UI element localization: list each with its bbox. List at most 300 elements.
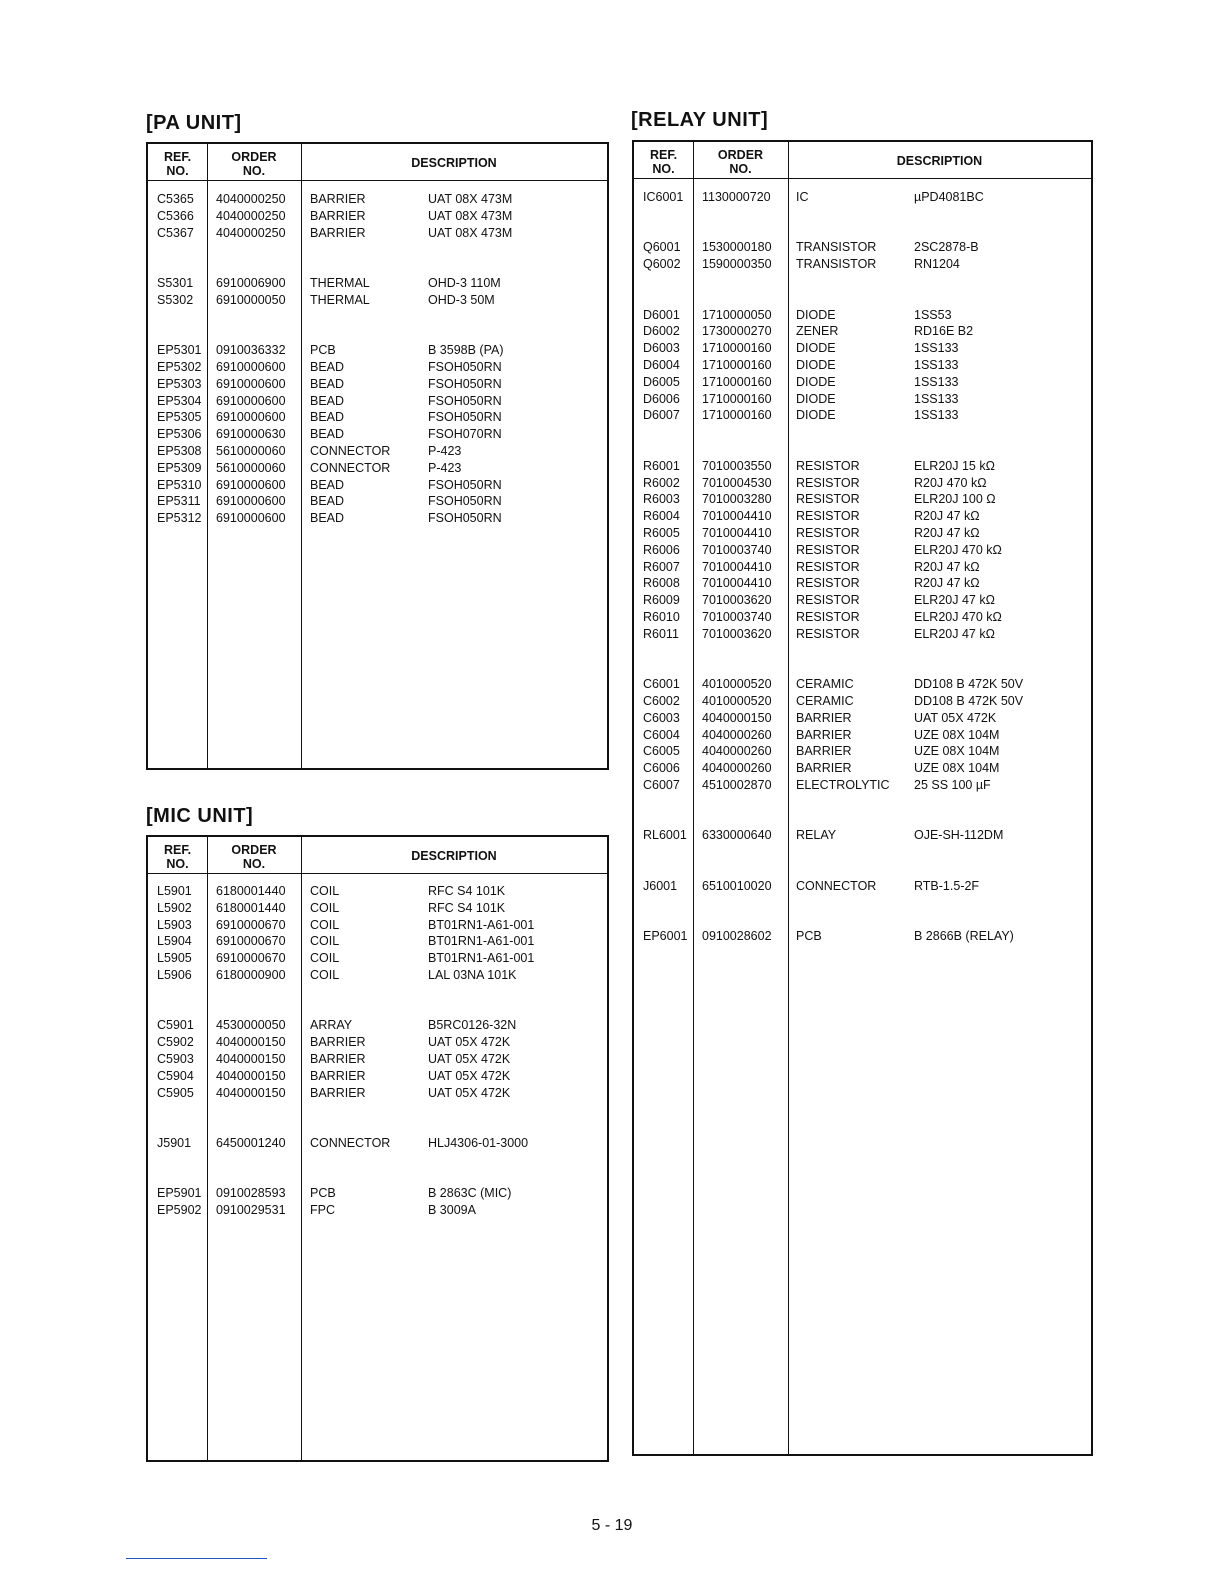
part-spec: ELR20J 15 kΩ [914, 458, 995, 473]
part-spec: BT01RN1-A61-001 [428, 917, 535, 932]
part-type: BARRIER [310, 192, 366, 206]
order-no: 4040000150 [216, 1035, 286, 1050]
table-row [148, 1051, 607, 1068]
ref-no: C5903 [157, 1051, 194, 1066]
part-spec: 1SS133 [914, 341, 959, 356]
order-no: 1530000180 [702, 240, 772, 255]
table-row [634, 777, 1091, 794]
order-no: 5610000060 [216, 443, 286, 458]
order-no: 4530000050 [216, 1018, 286, 1033]
part-spec: R20J 470 kΩ [914, 475, 987, 490]
part-type: COIL [310, 900, 340, 915]
table-row [634, 458, 1091, 475]
table-row [148, 393, 607, 410]
ref-no: D6001 [643, 307, 680, 322]
row-spacer [148, 1101, 607, 1118]
row-spacer [634, 206, 1091, 223]
order-no: 6910000050 [216, 292, 286, 307]
order-no: 6510010020 [702, 878, 772, 893]
part-spec: RN1204 [914, 257, 960, 272]
part-spec: B 2866B (RELAY) [914, 929, 1014, 944]
table-row [148, 409, 607, 426]
ref-no: C6002 [643, 693, 680, 708]
ref-no: R6009 [643, 593, 680, 608]
part-type: COIL [310, 967, 340, 982]
ref-no: EP5312 [157, 511, 202, 526]
part-type: BARRIER [310, 208, 366, 223]
table-row [148, 1202, 607, 1219]
table-row [148, 1135, 607, 1152]
part-spec: BT01RN1-A61-001 [428, 934, 535, 949]
part-type: RESISTOR [796, 509, 860, 524]
order-no: 4010000520 [702, 693, 772, 708]
order-no: 7010003620 [702, 626, 772, 641]
part-spec: P-423 [428, 443, 462, 458]
header-order-no: ORDER NO. [231, 150, 277, 178]
row-spacer [148, 984, 607, 1001]
row-spacer [634, 273, 1091, 290]
part-spec: UAT 05X 472K [428, 1068, 511, 1083]
ref-no: C5904 [157, 1068, 194, 1083]
part-type: BEAD [310, 359, 345, 374]
part-spec: P-423 [428, 460, 462, 475]
part-spec: FSOH050RN [428, 410, 502, 425]
part-type: RESISTOR [796, 593, 860, 608]
order-no: 0910036332 [216, 343, 286, 358]
ref-no: D6006 [643, 391, 680, 406]
part-type: DIODE [796, 341, 836, 356]
table-row [634, 878, 1091, 895]
row-spacer [148, 1001, 607, 1018]
order-no: 4040000250 [216, 208, 286, 223]
part-spec: UAT 05X 472K [428, 1035, 511, 1050]
order-no: 1710000160 [702, 391, 772, 406]
header-order-no: ORDER NO. [717, 148, 764, 176]
table-row [148, 1085, 607, 1102]
order-no: 1130000720 [702, 190, 771, 204]
table-row [634, 307, 1091, 324]
ref-no: C6001 [643, 677, 680, 692]
part-type: PCB [310, 1186, 336, 1201]
table-row [634, 693, 1091, 710]
row-spacer [634, 844, 1091, 861]
order-no: 6180001440 [216, 900, 286, 915]
table-row [634, 827, 1091, 844]
part-spec: FSOH050RN [428, 494, 502, 509]
part-spec: B 3598B (PA) [428, 343, 504, 358]
table-row [634, 323, 1091, 340]
order-no: 0910029531 [216, 1203, 286, 1218]
table-row [634, 592, 1091, 609]
part-type: CONNECTOR [310, 1135, 391, 1150]
table-row [634, 239, 1091, 256]
table-row [148, 1017, 607, 1034]
header-description: DESCRIPTION [411, 156, 497, 170]
part-type: BEAD [310, 477, 345, 492]
ref-no: EP5301 [157, 343, 202, 358]
ref-no: L5902 [157, 900, 192, 915]
header-ref-no: REF. NO. [163, 150, 192, 178]
table-row [148, 900, 607, 917]
part-type: DIODE [796, 307, 836, 322]
ref-no: L5904 [157, 934, 192, 949]
table-row [634, 760, 1091, 777]
ref-no: C5905 [157, 1085, 194, 1100]
order-no: 4510002870 [702, 777, 772, 792]
table-row [148, 510, 607, 527]
part-spec: RFC S4 101K [428, 900, 506, 915]
table-row [148, 493, 607, 510]
ref-no: D6005 [643, 374, 680, 389]
order-no: 5610000060 [216, 460, 286, 475]
order-no: 6910000600 [216, 511, 286, 526]
part-spec: R20J 47 kΩ [914, 559, 980, 574]
order-no: 7010004410 [702, 525, 772, 540]
part-type: BEAD [310, 511, 345, 526]
ref-no: C5901 [157, 1018, 194, 1033]
order-no: 6180001440 [216, 884, 286, 898]
part-type: PCB [796, 929, 822, 944]
part-type: COIL [310, 951, 340, 966]
part-spec: UZE 08X 104M [914, 761, 1000, 776]
part-type: RESISTOR [796, 458, 860, 473]
part-type: RESISTOR [796, 525, 860, 540]
part-type: BEAD [310, 427, 345, 442]
part-spec: OHD-3 50M [428, 292, 495, 307]
header-ref-no: REF. NO. [649, 148, 678, 176]
part-spec: UAT 08X 473M [428, 225, 513, 240]
part-spec: UAT 08X 473M [428, 208, 513, 223]
ref-no: EP5302 [157, 359, 202, 374]
part-spec: LAL 03NA 101K [428, 967, 517, 982]
order-no: 1590000350 [702, 257, 772, 272]
part-spec: FSOH050RN [428, 393, 502, 408]
part-type: DIODE [796, 408, 836, 423]
row-spacer [148, 258, 607, 275]
order-no: 6450001240 [216, 1135, 286, 1150]
order-no: 6910000630 [216, 427, 286, 442]
part-spec: BT01RN1-A61-001 [428, 951, 535, 966]
order-no: 6910000670 [216, 934, 286, 949]
table-row [634, 407, 1091, 424]
part-type: RESISTOR [796, 492, 860, 507]
header-description: DESCRIPTION [896, 154, 983, 168]
part-spec: 1SS133 [914, 391, 959, 406]
order-no: 6910006900 [216, 275, 286, 290]
part-spec: UZE 08X 104M [914, 727, 1000, 742]
table-row [148, 275, 607, 292]
part-type: BARRIER [796, 761, 852, 776]
table-row [634, 357, 1091, 374]
table-row [148, 292, 607, 309]
table-row [148, 191, 607, 208]
ref-no: RL6001 [643, 828, 687, 843]
row-spacer [634, 794, 1091, 811]
order-no: 4040000150 [702, 710, 772, 725]
part-spec: RFC S4 101K [428, 884, 506, 898]
part-spec: R20J 47 kΩ [914, 509, 980, 524]
part-spec: FSOH050RN [428, 477, 502, 492]
part-type: DIODE [796, 374, 836, 389]
part-spec: µPD4081BC [914, 190, 984, 204]
part-spec: ELR20J 47 kΩ [914, 593, 995, 608]
part-type: CONNECTOR [310, 460, 391, 475]
part-spec: OHD-3 110M [428, 275, 501, 290]
mic-unit-title: [MIC UNIT] [146, 805, 254, 827]
row-spacer [148, 309, 607, 326]
order-no: 1710000160 [702, 357, 772, 372]
table-row [148, 1068, 607, 1085]
table-row [634, 542, 1091, 559]
part-type: TRANSISTOR [796, 257, 877, 272]
order-no: 1730000270 [702, 324, 772, 339]
row-spacer [148, 325, 607, 342]
ref-no: R6001 [643, 458, 680, 473]
table-row [634, 491, 1091, 508]
part-spec: RTB-1.5-2F [914, 878, 980, 893]
ref-no: R6004 [643, 509, 680, 524]
part-type: BARRIER [310, 225, 366, 240]
ref-no: D6007 [643, 408, 680, 423]
table-row [634, 508, 1091, 525]
table-row [634, 340, 1091, 357]
header-ref-no: REF. NO. [163, 843, 192, 871]
part-type: BARRIER [310, 1085, 366, 1100]
order-no: 6910000600 [216, 393, 286, 408]
row-spacer [634, 223, 1091, 240]
table-row [634, 525, 1091, 542]
row-spacer [148, 1152, 607, 1169]
relay-unit-table [632, 140, 1093, 1456]
order-no: 7010003280 [702, 492, 772, 507]
ref-no: L5903 [157, 917, 192, 932]
ref-no: S5302 [157, 292, 194, 307]
part-spec: 1SS133 [914, 357, 959, 372]
part-type: BARRIER [796, 727, 852, 742]
table-row [148, 883, 607, 900]
order-no: 1710000160 [702, 408, 772, 423]
part-type: COIL [310, 934, 340, 949]
order-no: 4040000150 [216, 1085, 286, 1100]
table-row [148, 477, 607, 494]
table-row [148, 376, 607, 393]
relay-unit-title: [RELAY UNIT] [631, 109, 769, 131]
ref-no: R6003 [643, 492, 680, 507]
order-no: 7010004410 [702, 576, 772, 591]
ref-no: Q6002 [643, 257, 681, 272]
table-row [634, 710, 1091, 727]
row-spacer [634, 290, 1091, 307]
table-row [148, 1185, 607, 1202]
order-no: 6910000600 [216, 376, 286, 391]
ref-no: EP5305 [157, 410, 202, 425]
table-row [634, 609, 1091, 626]
part-spec: FSOH050RN [428, 376, 502, 391]
ref-no: EP5902 [157, 1203, 202, 1218]
pa-unit-table [146, 142, 609, 770]
part-spec: UAT 05X 472K [428, 1051, 511, 1066]
part-type: BEAD [310, 376, 345, 391]
table-row [634, 391, 1091, 408]
ref-no: R6006 [643, 542, 680, 557]
ref-no: C6003 [643, 710, 680, 725]
order-no: 4040000250 [216, 192, 286, 206]
order-no: 4040000260 [702, 727, 772, 742]
ref-no: R6008 [643, 576, 680, 591]
part-type: THERMAL [310, 275, 370, 290]
table-row [634, 727, 1091, 744]
part-type: THERMAL [310, 292, 370, 307]
ref-no: L5905 [157, 951, 192, 966]
part-type: RESISTOR [796, 475, 860, 490]
order-no: 6910000670 [216, 917, 286, 932]
part-spec: UAT 08X 473M [428, 192, 513, 206]
table-row [148, 359, 607, 376]
order-no: 4040000260 [702, 761, 772, 776]
ref-no: EP5310 [157, 477, 202, 492]
ref-no: C5902 [157, 1035, 194, 1050]
part-type: COIL [310, 917, 340, 932]
ref-no: R6010 [643, 609, 680, 624]
ref-no: D6003 [643, 341, 680, 356]
ref-no: L5906 [157, 967, 192, 982]
part-spec: B5RC0126-32N [428, 1018, 517, 1033]
table-row [148, 443, 607, 460]
row-spacer [148, 1118, 607, 1135]
table-row [148, 950, 607, 967]
table-row [634, 928, 1091, 945]
part-type: BARRIER [310, 1051, 366, 1066]
part-type: RELAY [796, 828, 837, 843]
order-no: 6180000900 [216, 967, 286, 982]
row-spacer [634, 894, 1091, 911]
part-type: ARRAY [310, 1018, 353, 1033]
table-row [634, 575, 1091, 592]
table-row [148, 426, 607, 443]
part-type: FPC [310, 1203, 335, 1218]
part-spec: 1SS53 [914, 307, 952, 322]
part-spec: UAT 05X 472K [914, 710, 997, 725]
part-spec: RD16E B2 [914, 324, 974, 339]
table-row [148, 342, 607, 359]
row-spacer [634, 861, 1091, 878]
order-no: 7010003620 [702, 593, 772, 608]
part-spec: FSOH070RN [428, 427, 502, 442]
part-type: DIODE [796, 357, 836, 372]
order-no: 7010003740 [702, 609, 772, 624]
part-type: RESISTOR [796, 559, 860, 574]
relay-unit-rows [634, 189, 1091, 945]
order-no: 6330000640 [702, 828, 772, 843]
part-spec: ELR20J 470 kΩ [914, 542, 1002, 557]
part-spec: ELR20J 47 kΩ [914, 626, 995, 641]
pa-unit-rows [148, 191, 607, 527]
order-no: 1710000160 [702, 341, 772, 356]
part-spec: R20J 47 kΩ [914, 525, 980, 540]
ref-no: C6004 [643, 727, 680, 742]
part-type: BARRIER [796, 744, 852, 759]
order-no: 4010000520 [702, 677, 772, 692]
part-spec: B 2863C (MIC) [428, 1186, 512, 1201]
part-type: BARRIER [310, 1068, 366, 1083]
table-row [148, 1034, 607, 1051]
order-no: 4040000250 [216, 225, 286, 240]
part-type: DIODE [796, 391, 836, 406]
part-type: TRANSISTOR [796, 240, 877, 255]
part-type: RESISTOR [796, 542, 860, 557]
part-type: ZENER [796, 324, 839, 339]
table-row [634, 559, 1091, 576]
order-no: 0910028593 [216, 1186, 286, 1201]
part-spec: HLJ4306-01-3000 [428, 1135, 529, 1150]
part-spec: DD108 B 472K 50V [914, 693, 1024, 708]
order-no: 7010004530 [702, 475, 772, 490]
footer-rule [126, 1558, 267, 1559]
part-spec: 2SC2878-B [914, 240, 979, 255]
order-no: 4040000260 [702, 744, 772, 759]
ref-no: R6005 [643, 525, 680, 540]
part-type: CERAMIC [796, 677, 854, 692]
part-type: RESISTOR [796, 626, 860, 641]
part-spec: ELR20J 470 kΩ [914, 609, 1002, 624]
order-no: 4040000150 [216, 1051, 286, 1066]
row-spacer [634, 643, 1091, 660]
row-spacer [148, 241, 607, 258]
row-spacer [634, 441, 1091, 458]
part-type: IC [796, 190, 809, 204]
order-no: 6910000600 [216, 494, 286, 509]
header-order-no: ORDER NO. [231, 843, 277, 871]
ref-no: EP5901 [157, 1186, 202, 1201]
part-type: PCB [310, 343, 336, 358]
table-row [148, 933, 607, 950]
part-spec: OJE-SH-112DM [914, 828, 1004, 843]
part-type: CONNECTOR [310, 443, 391, 458]
table-row [634, 626, 1091, 643]
order-no: 6910000600 [216, 410, 286, 425]
table-row [148, 917, 607, 934]
table-row [148, 967, 607, 984]
pa-unit-title: [PA UNIT] [146, 112, 242, 134]
part-spec: DD108 B 472K 50V [914, 677, 1024, 692]
part-type: CONNECTOR [796, 878, 877, 893]
part-spec: UAT 05X 472K [428, 1085, 511, 1100]
row-spacer [634, 810, 1091, 827]
header-description: DESCRIPTION [411, 849, 497, 863]
part-spec: UZE 08X 104M [914, 744, 1000, 759]
table-row [634, 475, 1091, 492]
part-type: BEAD [310, 410, 345, 425]
row-spacer [148, 1169, 607, 1186]
ref-no: J5901 [157, 1135, 192, 1150]
table-row [634, 189, 1091, 206]
part-type: RESISTOR [796, 609, 860, 624]
table-row [634, 676, 1091, 693]
order-no: 6910000670 [216, 951, 286, 966]
part-spec: ELR20J 100 Ω [914, 492, 996, 507]
ref-no: EP5308 [157, 443, 202, 458]
part-type: ELECTROLYTIC [796, 777, 890, 792]
order-no: 0910028602 [702, 929, 772, 944]
part-type: BEAD [310, 494, 345, 509]
page-number: 5 - 19 [591, 1517, 633, 1534]
part-type: BARRIER [796, 710, 852, 725]
order-no: 6910000600 [216, 477, 286, 492]
order-no: 7010003550 [702, 458, 772, 473]
table-row [634, 374, 1091, 391]
part-spec: B 3009A [428, 1203, 476, 1218]
row-spacer [634, 659, 1091, 676]
